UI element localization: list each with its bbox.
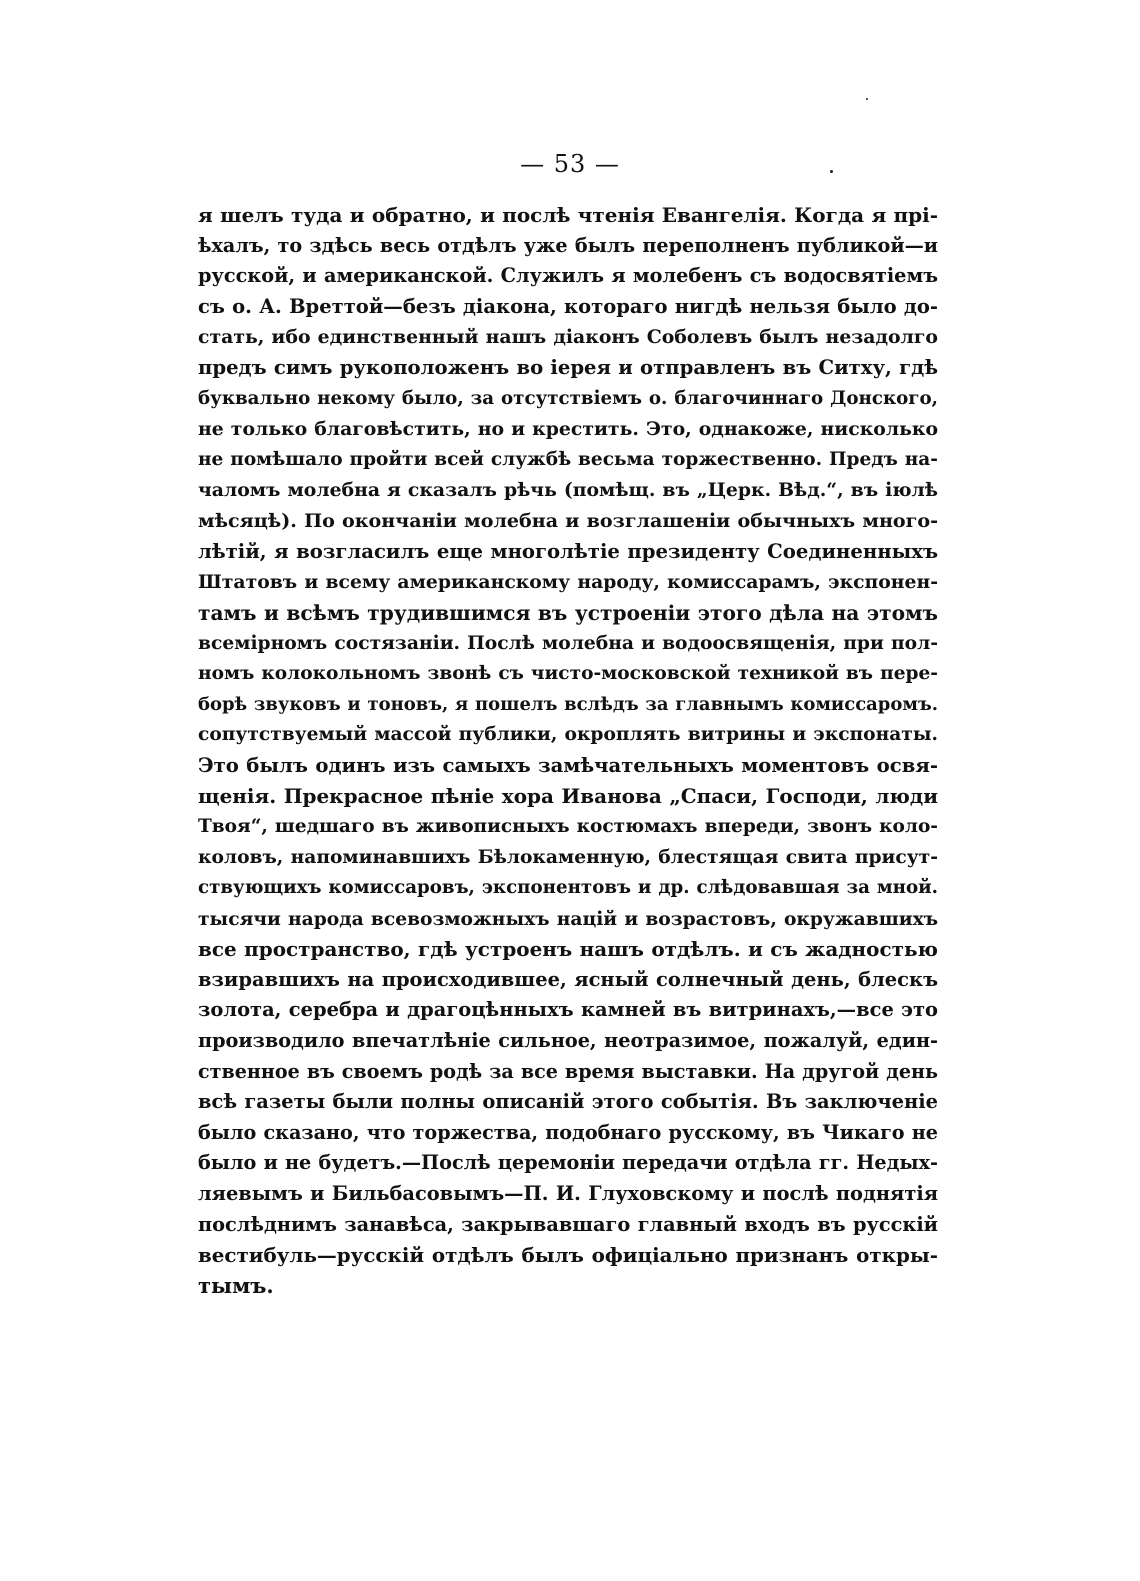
text-line: ствующихъ комиссаровъ, экспонентовъ и др. слѣдовавшая за мной.: [198, 877, 938, 899]
text-line: щенія. Прекрасное пѣніе хора Иванова „Спаси, Господи, люди: [198, 784, 938, 809]
page-number: — 53 —: [520, 150, 620, 178]
text-line: послѣднимъ занавѣса, закрывавшаго главный входъ въ русскій: [198, 1212, 938, 1236]
text-line: было и не будетъ.—Послѣ церемоніи передачи отдѣла гг. Недых-: [198, 1151, 938, 1175]
text-line: золота, серебра и драгоцѣнныхъ камней въ витринахъ,—все это: [198, 998, 938, 1022]
text-line: производило впечатлѣніе сильное, неотразимое, пожалуй, един-: [198, 1029, 938, 1053]
text-line: тысячи народа всевозможныхъ націй и возрастовъ, окружавшихъ: [198, 907, 938, 930]
text-line: вестибуль—русскій отдѣлъ былъ офиціально признанъ откры-: [198, 1243, 938, 1268]
text-line: буквально некому было, за отсутствіемъ о. благочиннаго Донского,: [198, 387, 938, 409]
text-line: предъ симъ рукоположенъ во іерея и отправленъ въ Ситху, гдѣ: [198, 355, 938, 379]
text-line: не только благовѣстить, но и крестить. Это, однакоже, нисколько: [198, 418, 938, 441]
text-line: взиравшихъ на происходившее, ясный солнечный день, блескъ: [198, 967, 938, 991]
text-line: стать, ибо единственный нашъ діаконъ Соболевъ былъ незадолго: [198, 326, 938, 349]
text-line: ляевымъ и Бильбасовымъ—П. И. Глуховскому и послѣ поднятія: [198, 1182, 938, 1205]
text-line: коловъ, напоминавшихъ Бѣлокаменную, блестящая свита присут-: [198, 846, 938, 869]
text-line: всемірномъ состязаніи. Послѣ молебна и водоосвященія, при пол-: [198, 632, 938, 655]
text-line: тымъ.: [198, 1272, 274, 1298]
text-line: тамъ и всѣмъ трудившимся въ устроеніи этого дѣла на этомъ: [198, 600, 938, 625]
text-line: ѣхалъ, то здѣсь весь отдѣлъ уже былъ переполненъ публикой—и: [198, 233, 938, 257]
text-line: съ о. А. Вреттой—безъ діакона, котораго нигдѣ нельзя было до-: [198, 294, 938, 318]
text-line: чаломъ молебна я сказалъ рѣчь (помѣщ. въ „Церк. Вѣд.“, въ іюлѣ: [198, 479, 938, 502]
text-line: Штатовъ и всему американскому народу, комиссарамъ, экспонен-: [198, 571, 938, 594]
text-line: русской, и американской. Служилъ я молебенъ съ водосвятіемъ: [198, 264, 938, 288]
text-line: мѣсяцѣ). По окончаніи молебна и возглашеніи обычныхъ много-: [198, 509, 938, 532]
text-line: ственное въ своемъ родѣ за все время выставки. На другой день: [198, 1059, 938, 1083]
text-line: борѣ звуковъ и тоновъ, я пошелъ вслѣдъ за главнымъ комиссаромъ.: [198, 693, 938, 715]
text-line: Это былъ одинъ изъ самыхъ замѣчательныхъ моментовъ освя-: [198, 753, 938, 777]
body-text: [198, 200, 938, 1301]
text-line: Твоя“, шедшаго въ живописныхъ костюмахъ впереди, звонъ коло-: [198, 815, 938, 837]
text-line: все пространство, гдѣ устроенъ нашъ отдѣлъ. и съ жадностью: [198, 937, 938, 962]
text-line: было сказано, что торжества, подобнаго русскому, въ Чикаго не: [198, 1120, 938, 1144]
text-line: номъ колокольномъ звонѣ съ чисто-московской техникой въ пере-: [198, 662, 938, 684]
print-speck: [866, 98, 868, 100]
text-line: лѣтій, я возгласилъ еще многолѣтіе президенту Соединенныхъ: [198, 539, 938, 563]
text-line: сопутствуемый массой публики, окроплять витрины и экспонаты.: [198, 724, 938, 746]
text-line: не помѣшало пройти всей службѣ весьма торжественно. Предъ на-: [198, 448, 938, 470]
text-line: всѣ газеты были полны описаній этого событія. Въ заключеніе: [198, 1090, 938, 1114]
text-line: я шелъ туда и обратно, и послѣ чтенія Евангелія. Когда я прі-: [198, 203, 938, 227]
